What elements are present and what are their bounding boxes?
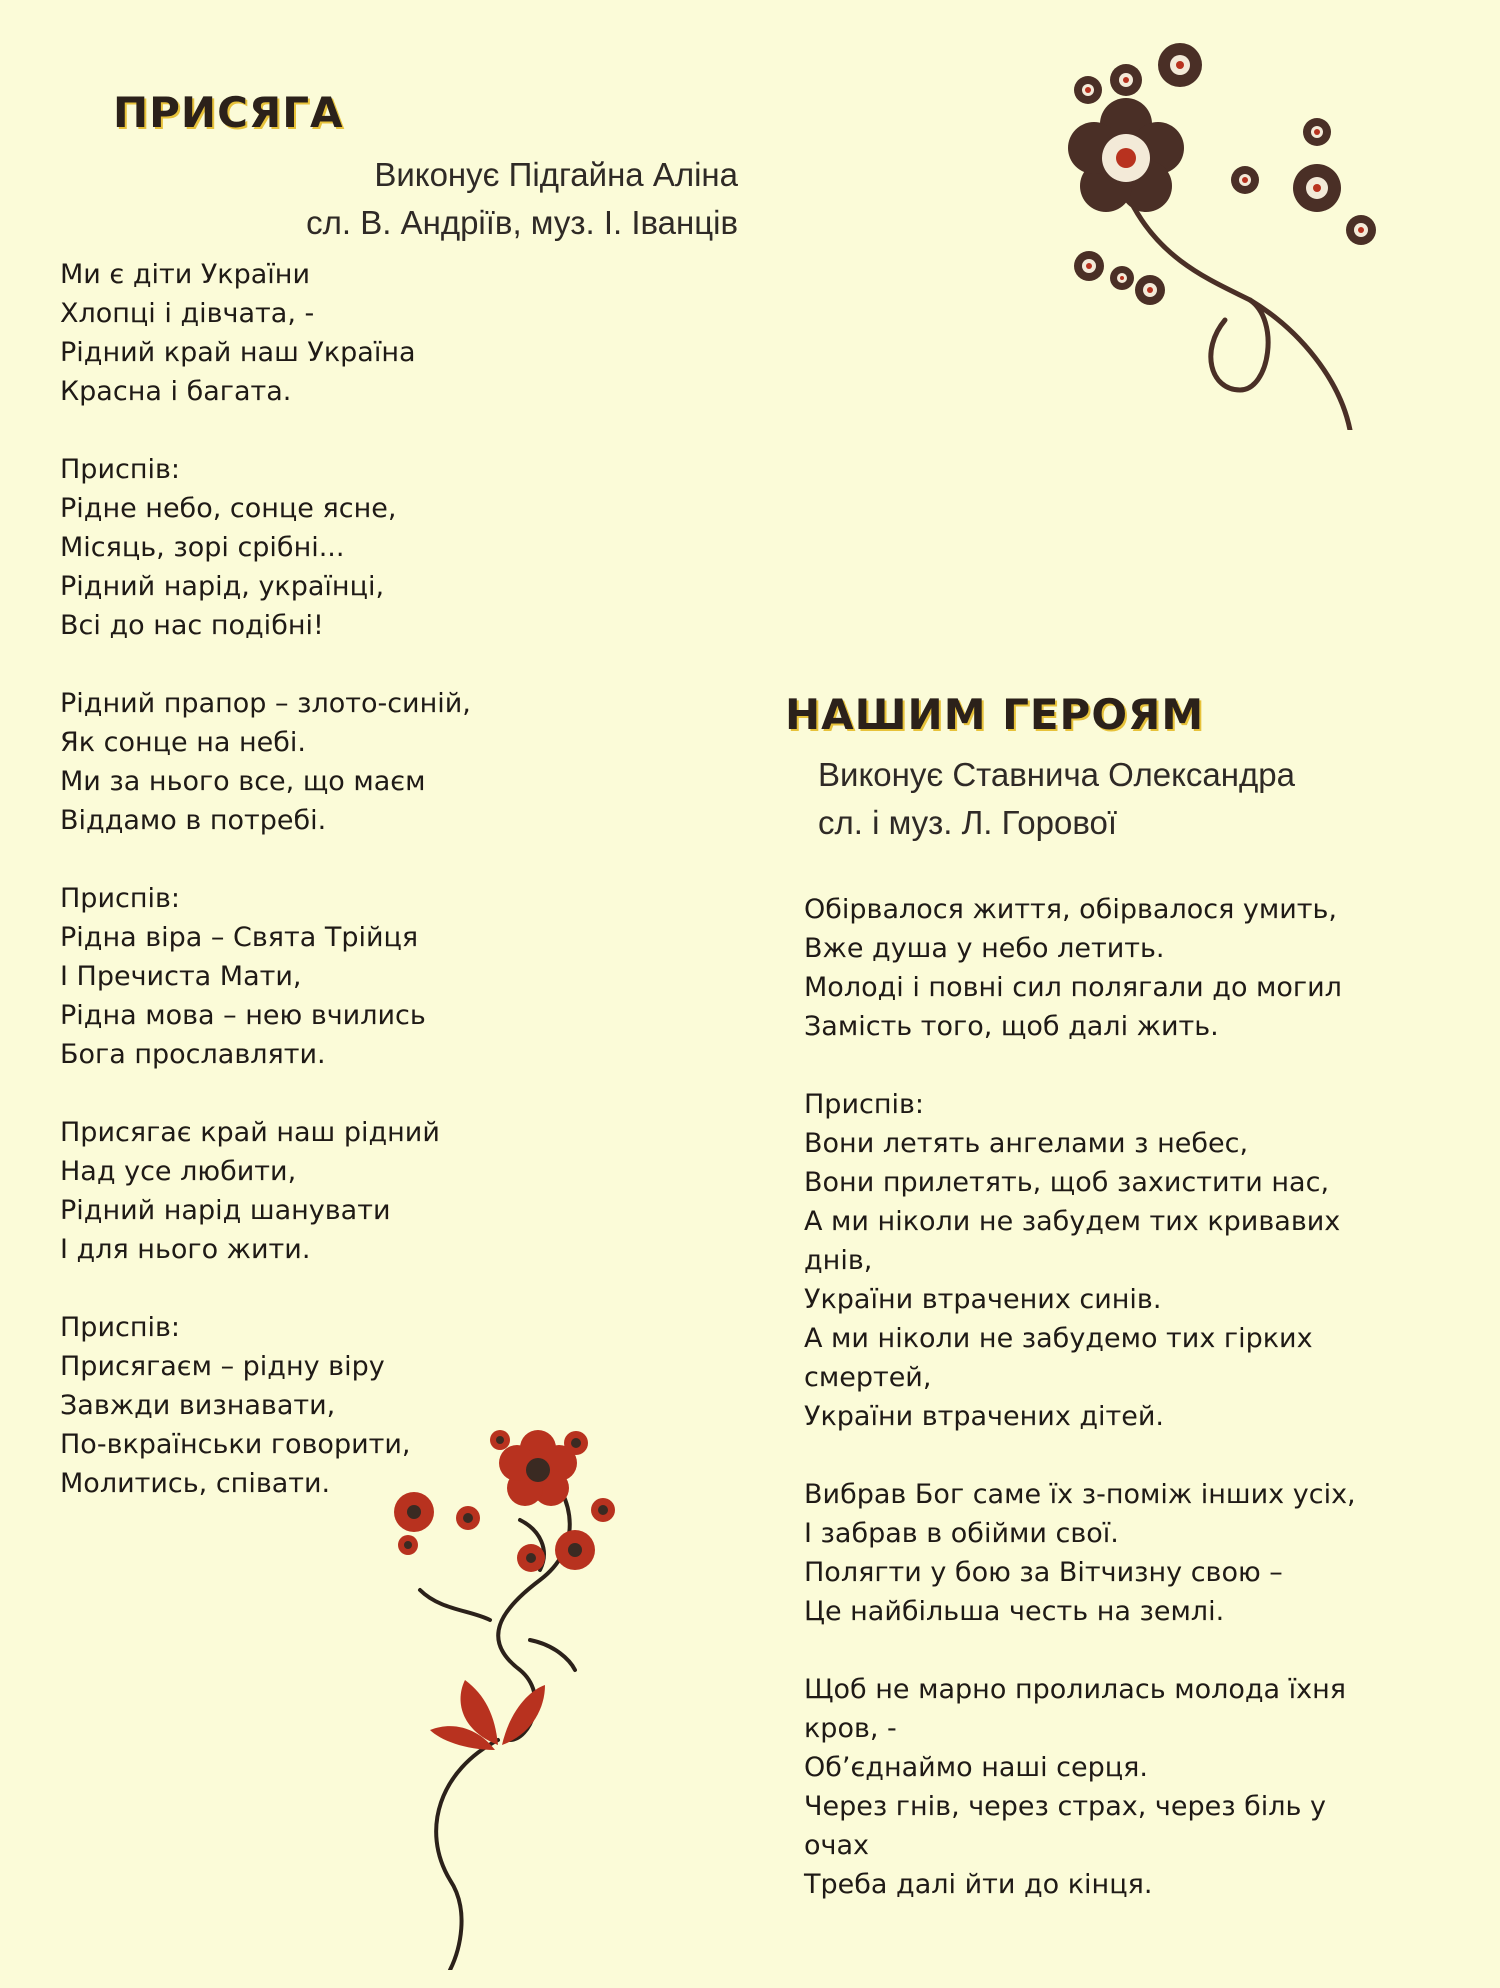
lyric-line: Хлопці і дівчата, - <box>60 298 315 329</box>
lyric-line: Об’єднаймо наші серця. <box>804 1752 1148 1783</box>
stanza <box>804 1085 1464 1436</box>
lyric-line: Молитись, співати. <box>60 1468 331 1499</box>
lyric-line: Рідний нарід шанувати <box>60 1195 391 1226</box>
lyric-line: Віддамо в потребі. <box>60 805 327 836</box>
lyric-line: А ми ніколи не забудемо тих гірких <box>804 1323 1313 1354</box>
lyric-line: Бога прославляти. <box>60 1039 326 1070</box>
lyric-line: Завжди визнавати, <box>60 1390 336 1421</box>
lyric-line: Над усе любити, <box>60 1156 297 1187</box>
song1-title: ПРИСЯГА <box>113 88 344 137</box>
lyric-line: І Пречиста Мати, <box>60 961 302 992</box>
lyric-line: Рідний край наш Україна <box>60 337 416 368</box>
stanza <box>60 684 760 840</box>
lyric-line: Вже душа у небо летить. <box>804 933 1165 964</box>
song2-lyrics <box>804 890 1464 1943</box>
song2-authors: сл. і муз. Л. Горової <box>818 804 1118 841</box>
song1-authors: сл. В. Андріїв, муз. І. Іванців <box>306 204 738 241</box>
stanza <box>804 1670 1464 1904</box>
lyric-line: Всі до нас подібні! <box>60 610 324 641</box>
lyric-line: Вони прилетять, щоб захистити нас, <box>804 1167 1330 1198</box>
stanza <box>804 1475 1464 1631</box>
red-flower-spray <box>380 1410 640 1970</box>
lyric-line: Ми за нього все, що маєм <box>60 766 426 797</box>
lyric-line: Рідний нарід, українці, <box>60 571 385 602</box>
lyric-line: Рідна віра – Свята Трійця <box>60 922 419 953</box>
stanza <box>60 255 760 411</box>
lyric-line: Обірвалося життя, обірвалося умить, <box>804 894 1338 925</box>
lyric-line: смертей, <box>804 1362 932 1393</box>
lyric-line: Приспів: <box>60 883 180 914</box>
lyric-line: Ми є діти України <box>60 259 311 290</box>
lyric-line: І для нього жити. <box>60 1234 311 1265</box>
lyric-line: України втрачених синів. <box>804 1284 1162 1315</box>
lyric-line: Місяць, зорі срібні... <box>60 532 345 563</box>
lyric-line: Приспів: <box>60 454 180 485</box>
stanza <box>60 450 760 645</box>
lyric-line: Через гнів, через страх, через біль у <box>804 1791 1327 1822</box>
lyric-line: Рідний прапор – злото-синій, <box>60 688 471 719</box>
lyric-line: Щоб не марно пролилась молода їхня <box>804 1674 1347 1705</box>
brown-flower-spray <box>1050 30 1380 430</box>
lyric-line: Приспів: <box>804 1089 924 1120</box>
lyric-line: Рідна мова – нею вчились <box>60 1000 426 1031</box>
lyric-line: Замість того, щоб далі жить. <box>804 1011 1219 1042</box>
lyric-line: І забрав в обійми свої. <box>804 1518 1119 1549</box>
lyric-line: Красна і багата. <box>60 376 292 407</box>
stanza <box>60 879 760 1074</box>
lyric-line: Як сонце на небі. <box>60 727 307 758</box>
lyric-line: очах <box>804 1830 869 1861</box>
lyric-line: України втрачених дітей. <box>804 1401 1165 1432</box>
lyric-line: А ми ніколи не забудем тих кривавих <box>804 1206 1341 1237</box>
lyric-line: Присягаєм – рідну віру <box>60 1351 385 1382</box>
lyric-line: Молоді і повні сил полягали до могил <box>804 972 1342 1003</box>
lyric-line: Треба далі йти до кінця. <box>804 1869 1153 1900</box>
lyric-line: днів, <box>804 1245 873 1276</box>
lyric-line: кров, - <box>804 1713 897 1744</box>
lyric-line: Полягти у бою за Вітчизну свою – <box>804 1557 1283 1588</box>
stanza <box>60 1113 760 1269</box>
song2-performer: Виконує Ставнича Олександра <box>818 756 1295 793</box>
lyric-line: Вибрав Бог саме їх з-поміж інших усіх, <box>804 1479 1356 1510</box>
lyric-line: По-вкраїнськи говорити, <box>60 1429 411 1460</box>
song1-lyrics <box>60 255 760 1542</box>
song2-title: НАШИМ ГЕРОЯМ <box>785 690 1205 739</box>
lyric-line: Присягає край наш рідний <box>60 1117 440 1148</box>
lyric-line: Вони летять ангелами з небес, <box>804 1128 1249 1159</box>
lyric-line: Це найбільша честь на землі. <box>804 1596 1225 1627</box>
lyric-line: Приспів: <box>60 1312 180 1343</box>
stanza <box>804 890 1464 1046</box>
song1-performer: Виконує Підгайна Аліна <box>374 156 738 193</box>
lyric-line: Рідне небо, сонце ясне, <box>60 493 397 524</box>
